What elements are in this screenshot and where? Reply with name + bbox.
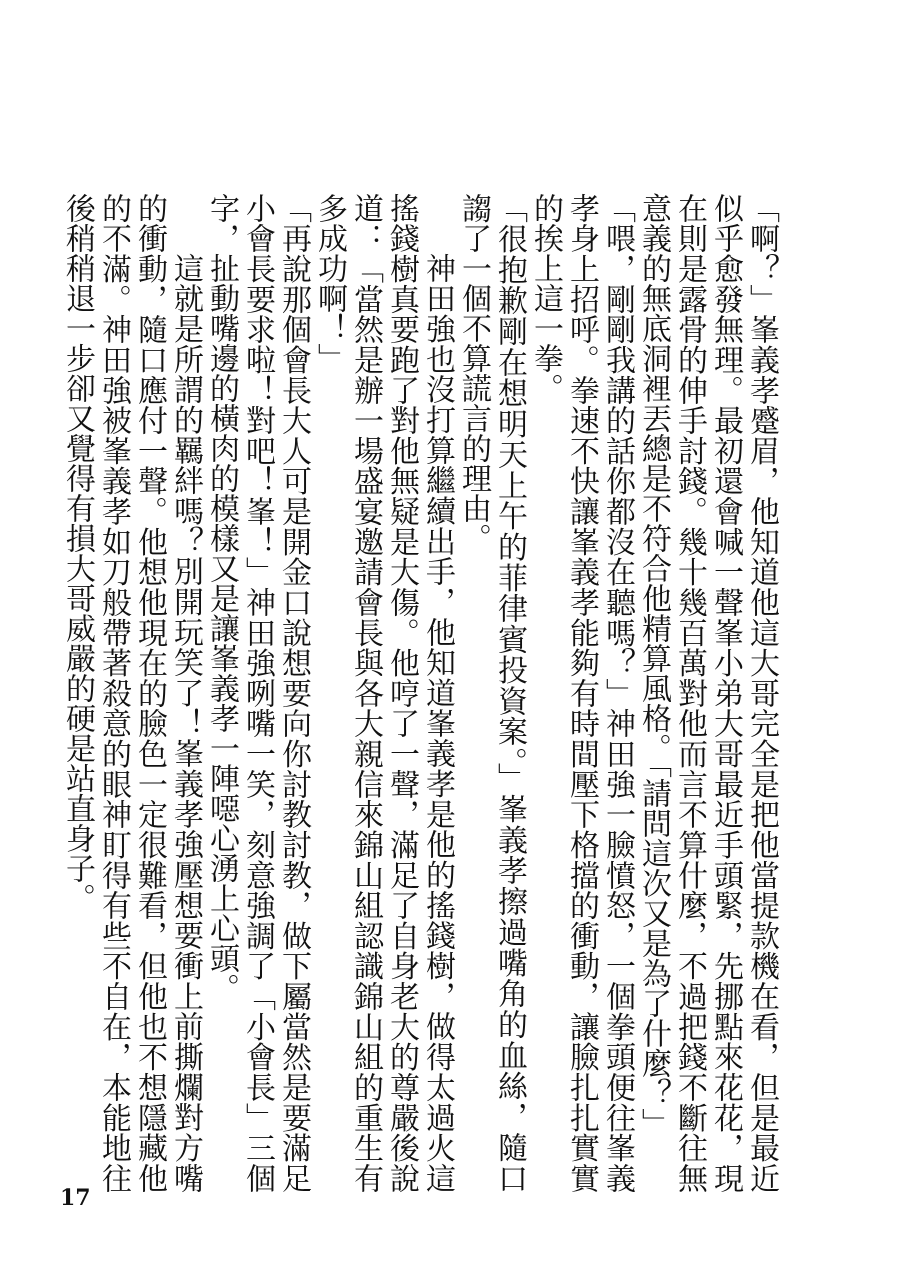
paragraph-5: 「再說那個會長大人可是開金口說想要向你討教討教，做下屬當然是要滿足小會長要求啦！對吧！峯！」神田強咧嘴一笑，刻意強調了「小會長」三個字，扯動嘴邊的橫肉的模樣又是讓峯義孝一陣噁心湧上心頭。 [204,193,311,1193]
paragraph-1: 「啊？」峯義孝蹙眉，他知道他這大哥完全是把他當提款機在看，但是最近似乎愈發無理。最初還會喊一聲峯小弟大哥最近手頭緊，先挪點來花花，現在則是露骨的伸手討錢。幾十幾百萬對他而言不算什麼，不過把錢不斷往無意義的無底洞裡丟總是不符合他精算風格。「請問這次又是為了什麼？」 [636,193,779,1193]
paragraph-2: 「喂，剛剛我講的話你都沒在聽嗎？」神田強一臉憤怒，一個拳頭便往峯義孝身上招呼。拳速不快讓峯義孝能夠有時間壓下格擋的衝動，讓臉扎扎實實的挨上這一拳。 [528,193,635,1193]
page-number: 17 [60,1185,91,1211]
paragraph-6: 這就是所謂的羈絆嗎？別開玩笑了！峯義孝強壓想要衝上前撕爛對方嘴的衝動，隨口應付一聲。他想他現在的臉色一定很難看，但他也不想隱藏他的不滿。神田強被峯義孝如刀般帶著殺意的眼神盯得有些不自在，本能地往後稍稍退一步卻又覺得有損大哥威嚴的硬是站直身子。 [60,193,203,1193]
vertical-text-block [60,193,779,1193]
paragraph-3: 「很抱歉剛在想明天上午的菲律賓投資案。」峯義孝擦過嘴角的血絲，隨口謅了一個不算謊言的理由。 [456,193,527,1193]
paragraph-4: 神田強也沒打算繼續出手，他知道峯義孝是他的搖錢樹，做得太過火這搖錢樹真要跑了對他無疑是大傷。他哼了一聲，滿足了自身老大的尊嚴後說道：「當然是辦一場盛宴邀請會長與各大親信來錦山組認識錦山組的重生有多成功啊！」 [312,193,455,1193]
